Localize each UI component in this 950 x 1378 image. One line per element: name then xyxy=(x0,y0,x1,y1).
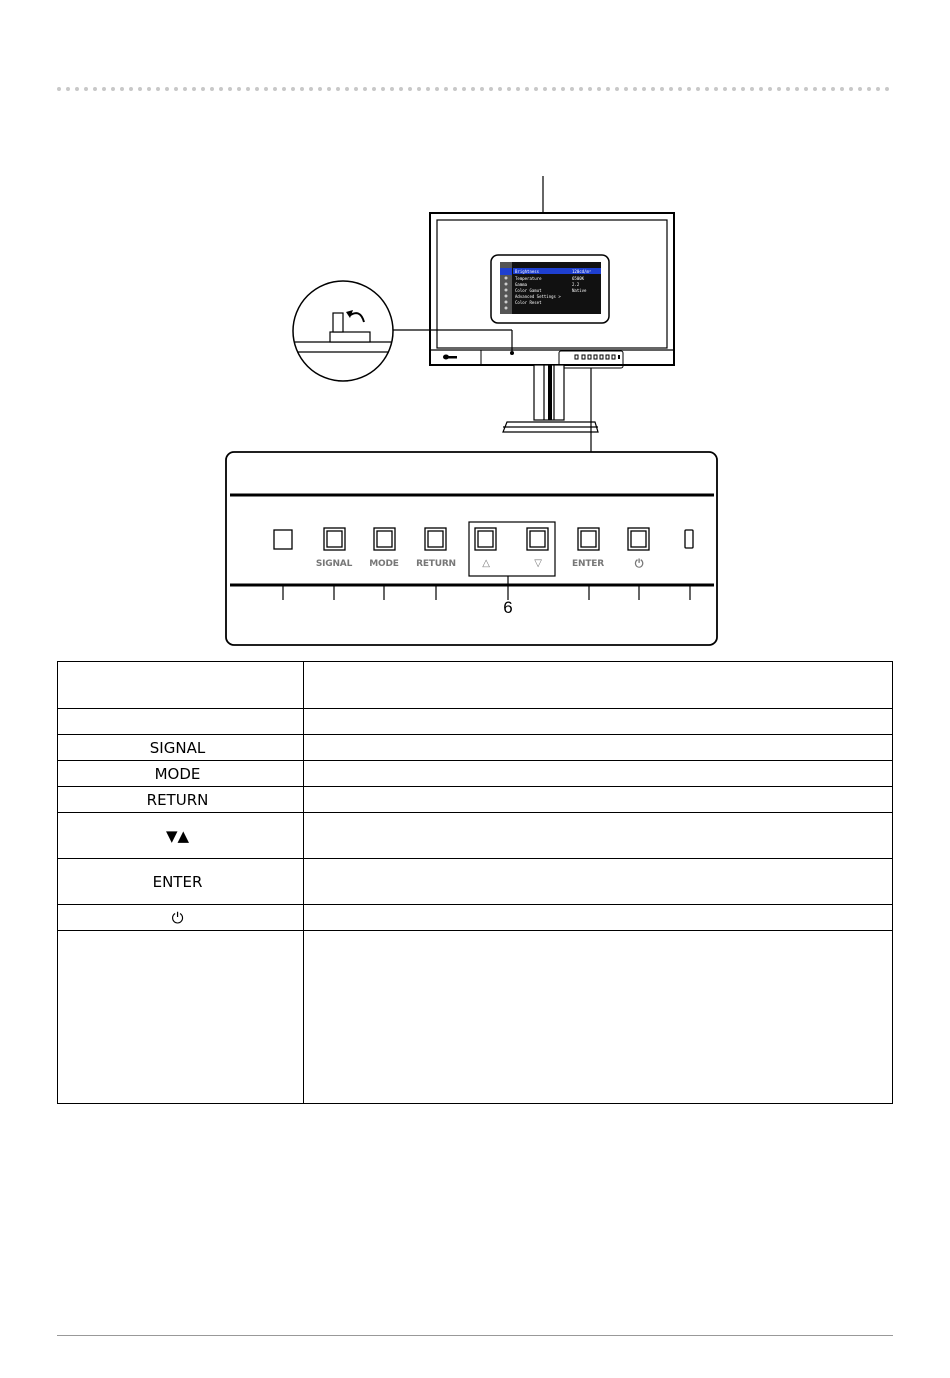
power-label: ⏻ xyxy=(634,557,644,570)
callout-number: 6 xyxy=(503,598,513,617)
osd-value-0: 120cd/m² xyxy=(572,269,592,274)
osd-value-2: 2.2 xyxy=(572,282,580,287)
osd-item-2: Gamma xyxy=(515,282,528,287)
table-row xyxy=(58,761,893,787)
table-cell-name xyxy=(58,931,304,1104)
table-cell-desc xyxy=(304,859,893,905)
mode-label: MODE xyxy=(369,559,399,569)
table-row xyxy=(58,931,893,1104)
enter-label: ENTER xyxy=(572,559,604,569)
table-cell-desc xyxy=(304,709,893,735)
osd-callout xyxy=(491,255,609,323)
osd-item-0: Brightness xyxy=(515,269,540,274)
table-cell-desc xyxy=(304,735,893,761)
monitor-stand xyxy=(503,365,598,432)
table-row xyxy=(58,787,893,813)
table-cell-name: RETURN xyxy=(58,787,304,813)
table-row xyxy=(58,859,893,905)
table-row xyxy=(58,813,893,859)
table-row xyxy=(58,709,893,735)
table-cell-name: ⏻ xyxy=(58,905,304,931)
up-label: △ xyxy=(482,558,490,569)
table-row xyxy=(58,735,893,761)
return-label: RETURN xyxy=(416,559,456,569)
table-row xyxy=(58,662,893,709)
table-cell-name xyxy=(58,709,304,735)
signal-label: SIGNAL xyxy=(315,559,353,569)
table-cell-desc xyxy=(304,813,893,859)
sensor-button xyxy=(274,530,292,549)
osd-item-5: Color Reset xyxy=(515,300,542,305)
table-cell-name: MODE xyxy=(58,761,304,787)
osd-item-3: Color Gamut xyxy=(515,288,542,293)
table-cell-name: SIGNAL xyxy=(58,735,304,761)
table-cell-name: ▼▲ xyxy=(58,813,304,859)
footer-rule xyxy=(57,1335,893,1336)
osd-value-1: 6500K xyxy=(572,276,585,281)
table-cell-desc xyxy=(304,787,893,813)
osd-item-4: Advanced Settings > xyxy=(515,294,561,299)
controls-table xyxy=(57,661,893,1104)
osd-item-1: Temperature xyxy=(515,276,542,281)
table-cell-desc xyxy=(304,905,893,931)
down-label: ▽ xyxy=(534,558,542,569)
table-cell-name xyxy=(58,662,304,709)
control-panel-detail xyxy=(226,452,717,645)
table-cell-desc xyxy=(304,931,893,1104)
table-cell-desc xyxy=(304,761,893,787)
table-row xyxy=(58,905,893,931)
table-cell-name: ENTER xyxy=(58,859,304,905)
osd-value-3: Native xyxy=(572,288,587,293)
table-cell-desc xyxy=(304,662,893,709)
